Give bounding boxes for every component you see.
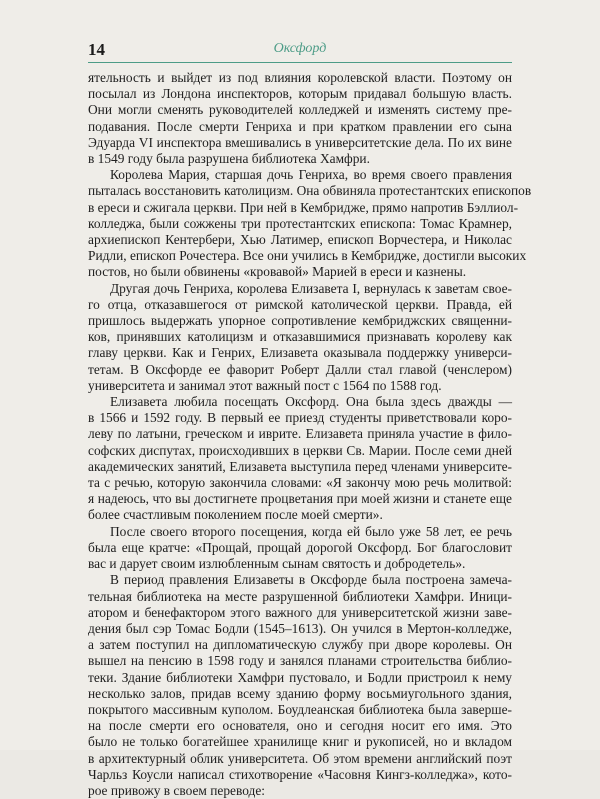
paragraph <box>88 524 512 573</box>
paragraph <box>88 572 512 799</box>
text-line: колледжа, были сожжены три протестантских епископа: Томас Крамнер, <box>88 215 512 231</box>
page-number: 14 <box>88 40 105 59</box>
paragraph <box>88 167 532 280</box>
text-line: в архитектурный облик университета. Об этом времени английский поэт <box>88 750 512 766</box>
text-line: вышел на пенсию в 1598 году и занялся планами строительства библио- <box>88 653 512 669</box>
text-line: была еще кратче: «Прощай, прощай дорогой Оксфорд. Бог благословит <box>88 539 512 555</box>
text-line: на после смерти его основателя, оно и сегодня носит его имя. Это <box>88 718 512 734</box>
text-line: атором и бенефактором этого важного для университетской жизни заве- <box>88 604 512 620</box>
text-line: в 1566 и 1592 году. В первый ее приезд студенты приветствовали коро- <box>88 410 512 426</box>
text-line: Эдуарда VI инспектора вмешивались в университетские дела. По их вине <box>88 134 512 150</box>
text-line: Они могли сменять руководителей колледжей и изменять систему пре- <box>88 102 512 118</box>
text-line: Елизавета любила посещать Оксфорд. Она была здесь дважды — <box>110 394 512 410</box>
text-line: тетам. В Оксфорде ее фаворит Роберт Далли стал главой (ченслером) <box>88 361 512 377</box>
text-line: тельная библиотека на месте разрушенной библиотеки Хамфри. Иници- <box>88 588 512 604</box>
running-title: Оксфорд <box>273 41 327 56</box>
text-line: Другая дочь Генриха, королева Елизавета I, вернулась к заветам свое- <box>110 280 512 296</box>
text-line: главу церкви. Как и Генрих, Елизавета оказывала поддержку универси- <box>88 345 512 361</box>
text-line: вас и дарует своим излюбленным сынам святость и добродетель». <box>88 556 466 572</box>
paragraph <box>88 281 512 394</box>
paragraph <box>88 394 512 524</box>
page-header <box>88 40 512 60</box>
text-line: я надеюсь, что вы достигнете процветания при моей жизни и станете еще <box>88 491 512 507</box>
text-line: посылал из Лондона инспекторов, которым придавал большую власть. <box>88 86 512 102</box>
text-line: рое привожу в своем переводе: <box>88 782 265 798</box>
text-line: несколько залов, придав всему зданию форму восьмиугольного здания, <box>88 685 512 701</box>
text-line: Королева Мария, старшая дочь Генриха, во время своего правления <box>110 167 512 183</box>
body-text <box>88 70 532 799</box>
text-line: ятельность и выйдет из под влияния королевской власти. Поэтому он <box>88 70 512 85</box>
text-line: леву по латыни, греческом и иврите. Елизавета приняла участие в фило- <box>88 426 512 442</box>
text-line: в 1549 году была разрушена библиотека Хамфри. <box>88 151 370 167</box>
text-line: пыталась восстановить католицизм. Она обвиняла протестантских епископов <box>88 183 532 199</box>
text-line: в ереси и сжигала церкви. При ней в Кембридже, прямо напротив Бэллиол- <box>88 199 519 215</box>
paragraph <box>88 70 512 167</box>
text-line: университета и занимал этот важный пост с 1564 по 1588 год. <box>88 377 442 393</box>
text-line: дения был сэр Томас Бодли (1545–1613). Он учился в Мертон-колледже, <box>88 620 512 636</box>
text-line: постов, но были обвинены «кровавой» Марией в ереси и казнены. <box>88 264 467 280</box>
text-line: го отца, отказавшегося от римской католической церкви. Правда, ей <box>88 296 512 312</box>
text-line: теки. Здание библиотеки Хамфри пустовало, и Бодли пристроил к нему <box>88 669 512 685</box>
text-line: Чарльз Коусли написал стихотворение «Часовня Кингз-колледжа», кото- <box>88 766 512 782</box>
text-line: пришлось выдержать упорное сопротивление кембриджских священни- <box>88 313 512 329</box>
text-line: После своего второго посещения, когда ей было уже 58 лет, ее речь <box>110 523 512 539</box>
text-line: софских диспутах, происходивших в церкви Св. Марии. После семи дней <box>88 442 512 458</box>
text-line: покрытого массивным куполом. Боудлеанская библиотека была заверше- <box>88 701 512 717</box>
text-line: было не только богатейшее хранилище книг и рукописей, но и вкладом <box>88 734 512 750</box>
header-rule <box>88 62 512 63</box>
text-line: В период правления Елизаветы в Оксфорде была построена замеча- <box>110 572 512 588</box>
text-line: ков, принявших католицизм и отказавшимися признавать королеву как <box>88 329 512 345</box>
text-line: архиепископ Кентербери, Хью Латимер, епископ Ворчестера, и Николас <box>88 232 512 248</box>
text-line: более счастливым поколением после моей смерти». <box>88 507 383 523</box>
text-line: подавания. После смерти Генриха и при кратком правлении его сына <box>88 118 512 134</box>
text-line: Ридли, епископ Рочестера. Все они учились в Кембридже, достигли высоких <box>88 248 527 264</box>
text-line: та с речью, которую закончила словами: «Я закончу мою речь молитвой: <box>88 475 512 491</box>
text-line: а затем поступил на дипломатическую службу при дворе королевы. Он <box>88 637 512 653</box>
text-line: академических занятий, Елизавета выступила перед членами университе- <box>88 458 512 474</box>
